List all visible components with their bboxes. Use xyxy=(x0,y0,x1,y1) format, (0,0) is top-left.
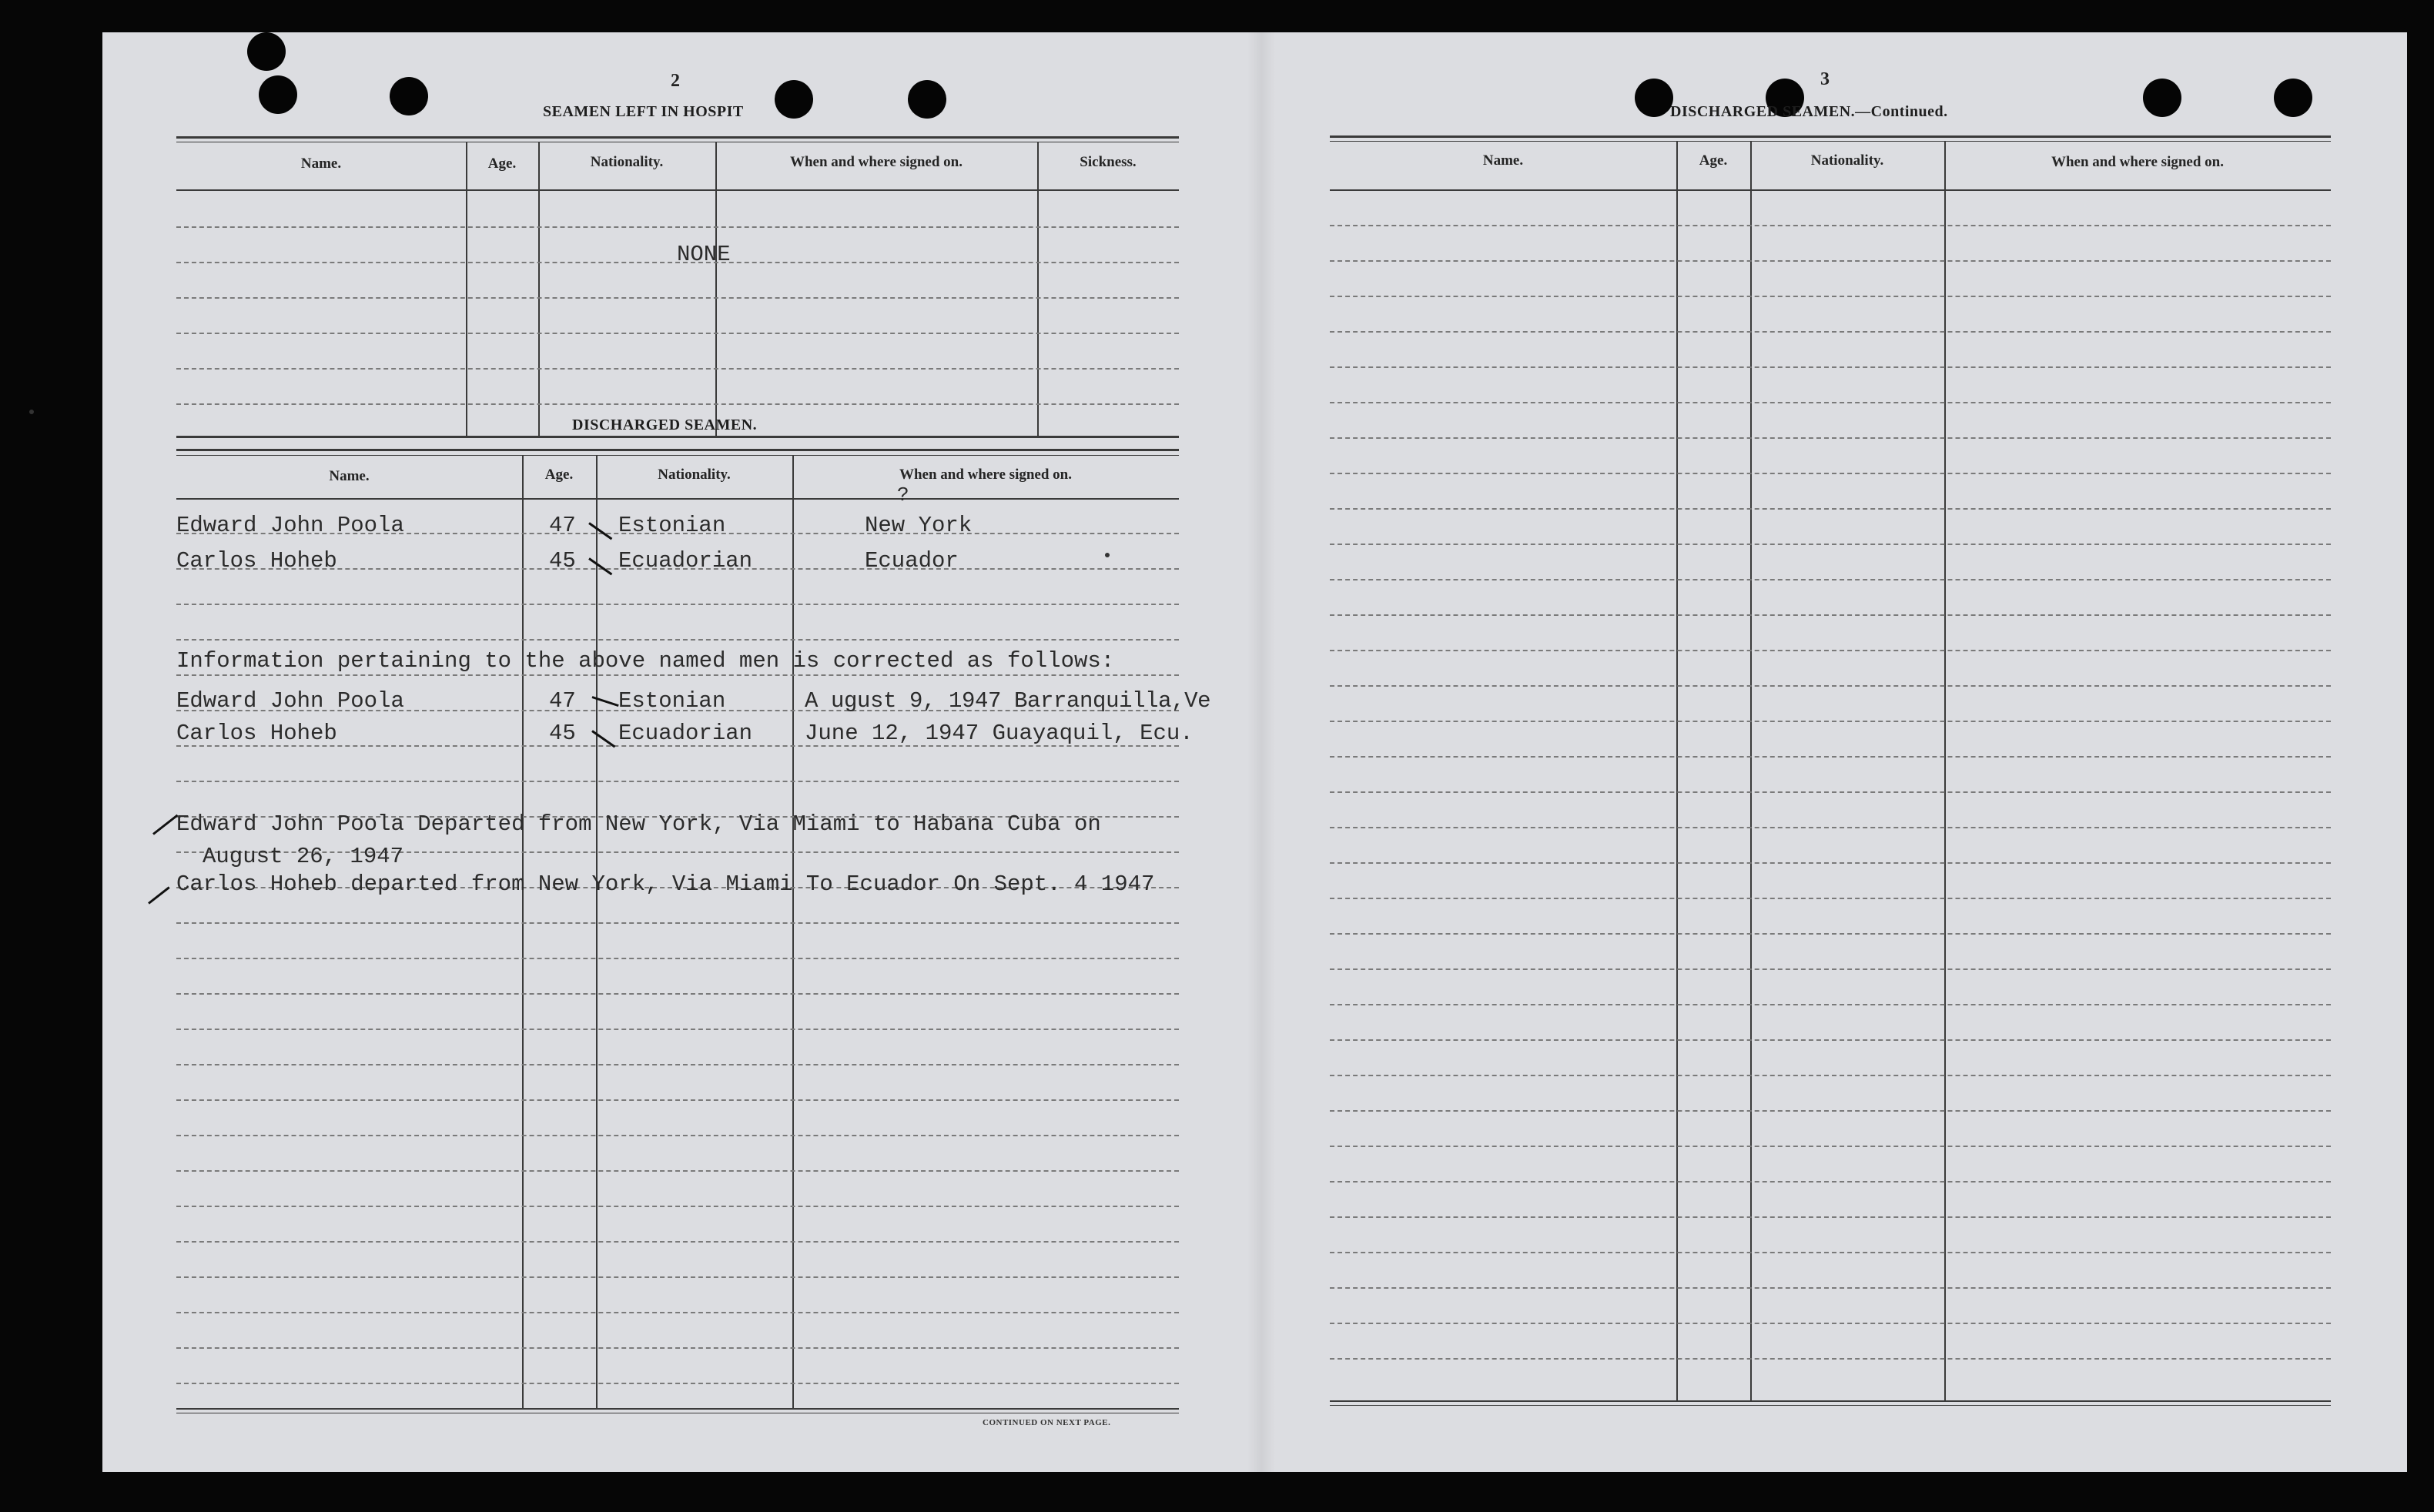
ruled-line xyxy=(1330,1181,2331,1183)
ink-speck xyxy=(1105,553,1110,557)
discharged-continued-title: DISCHARGED SEAMEN.—Continued. xyxy=(1670,103,1948,120)
check-mark xyxy=(588,522,612,540)
seaman-name: Edward John Poola xyxy=(176,513,404,538)
corrected-nationality: Estonian xyxy=(618,688,726,714)
discharged-section-title: DISCHARGED SEAMEN. xyxy=(572,416,758,433)
ruled-line xyxy=(1330,756,2331,758)
ruled-line xyxy=(176,1064,1179,1065)
column-divider xyxy=(596,455,598,1408)
punch-hole xyxy=(259,75,297,114)
ruled-line xyxy=(176,993,1179,995)
ruled-line xyxy=(1330,296,2331,297)
ruled-line xyxy=(1330,1358,2331,1360)
column-divider xyxy=(1037,142,1039,437)
table-top-rule xyxy=(176,455,1179,456)
corrected-age: 47 xyxy=(549,688,576,714)
ruled-line xyxy=(1330,1075,2331,1076)
ruled-line xyxy=(1330,791,2331,793)
ruled-line xyxy=(176,226,1179,228)
column-divider xyxy=(538,142,540,437)
margin-mark xyxy=(148,886,170,904)
ruled-line xyxy=(1330,473,2331,474)
col-header-age: Age. xyxy=(544,467,574,483)
check-mark xyxy=(588,557,612,575)
ruled-line xyxy=(1330,1039,2331,1041)
ruled-line xyxy=(1330,827,2331,828)
ruled-line xyxy=(176,922,1179,924)
column-divider xyxy=(1750,141,1752,1400)
ruled-line xyxy=(1330,225,2331,226)
ruled-line xyxy=(1330,366,2331,368)
ruled-line xyxy=(1330,933,2331,935)
ruled-line xyxy=(1330,721,2331,722)
corrected-signed-on: A ugust 9, 1947 Barranquilla,Ve xyxy=(805,688,1211,714)
col-header-age: Age. xyxy=(1699,152,1728,169)
seaman-signed-on: Ecuador xyxy=(865,548,959,574)
departure-note: Carlos Hoheb departed from New York, Via Miami To Ecuador On Sept. 4 1947 xyxy=(176,871,1155,897)
ruled-line xyxy=(1330,685,2331,687)
document-sheet xyxy=(102,32,2407,1472)
departure-note: Edward John Poola Departed from New York, Via Miami to Habana Cuba on xyxy=(176,811,1101,837)
ruled-line xyxy=(176,1241,1179,1243)
ruled-line xyxy=(176,1312,1179,1313)
ruled-line xyxy=(1330,331,2331,333)
table-top-rule xyxy=(176,449,1179,451)
ruled-line xyxy=(176,1206,1179,1207)
column-divider xyxy=(466,142,467,437)
table-top-rule xyxy=(176,136,1179,139)
hospital-section-title: SEAMEN LEFT IN HOSPIT xyxy=(543,103,744,120)
seaman-name: Carlos Hoheb xyxy=(176,548,337,574)
punch-hole xyxy=(775,80,813,119)
ruled-line xyxy=(176,1029,1179,1030)
ruled-line xyxy=(1330,402,2331,403)
correction-note: Information pertaining to the above named men is corrected as follows: xyxy=(176,648,1115,674)
col-header-nationality: Nationality. xyxy=(590,154,664,170)
seaman-age: 45 xyxy=(549,548,576,574)
ruled-line xyxy=(1330,544,2331,545)
ruled-line xyxy=(1330,614,2331,616)
col-header-signed-on: When and where signed on. xyxy=(789,154,963,170)
departure-note: August 26, 1947 xyxy=(203,844,404,869)
ruled-line xyxy=(176,403,1179,405)
scan-speck xyxy=(29,410,34,414)
ruled-line xyxy=(1330,1110,2331,1112)
punch-hole xyxy=(1635,79,1673,117)
ruled-line xyxy=(176,604,1179,605)
ruled-line xyxy=(176,368,1179,370)
col-header-nationality: Nationality. xyxy=(1810,152,1884,169)
ruled-line xyxy=(1330,1287,2331,1289)
ruled-line xyxy=(176,1276,1179,1278)
ruled-line xyxy=(176,1383,1179,1384)
table-top-rule xyxy=(1330,135,2331,138)
seaman-nationality: Ecuadorian xyxy=(618,548,753,574)
ruled-line xyxy=(1330,1252,2331,1253)
table-bottom-rule xyxy=(1330,1405,2331,1406)
col-header-name: Name. xyxy=(300,156,342,172)
corrected-nationality: Ecuadorian xyxy=(618,721,753,746)
page-fold xyxy=(1247,32,1275,1472)
punch-hole xyxy=(908,80,946,119)
ruled-line xyxy=(176,639,1179,641)
col-header-age: Age. xyxy=(487,156,517,172)
column-divider xyxy=(522,455,524,1408)
punch-hole xyxy=(247,32,286,71)
ruled-line xyxy=(176,781,1179,782)
header-bottom-rule xyxy=(1330,189,2331,191)
ruled-line xyxy=(1330,650,2331,651)
ruled-line xyxy=(1330,1216,2331,1218)
col-header-signed-on: When and where signed on. xyxy=(899,467,1072,483)
seaman-signed-on: New York xyxy=(865,513,973,538)
col-header-nationality: Nationality. xyxy=(658,467,731,483)
column-divider xyxy=(715,142,717,437)
corrected-name: Carlos Hoheb xyxy=(176,721,337,746)
continued-footer: CONTINUED ON NEXT PAGE. xyxy=(983,1418,1111,1427)
punch-hole xyxy=(390,77,428,115)
col-header-name: Name. xyxy=(329,468,370,484)
section-rule xyxy=(176,436,1179,438)
table-bottom-rule xyxy=(176,1408,1179,1410)
col-header-name: Name. xyxy=(1482,152,1524,169)
table-top-rule xyxy=(1330,141,2331,142)
ruled-line xyxy=(1330,508,2331,510)
col-header-sickness: Sickness. xyxy=(1080,154,1137,170)
ruled-line xyxy=(1330,1323,2331,1324)
ruled-line xyxy=(176,1347,1179,1349)
corrected-signed-on: June 12, 1947 Guayaquil, Ecu. xyxy=(805,721,1194,746)
ruled-line xyxy=(1330,862,2331,864)
punch-hole xyxy=(2274,79,2312,117)
ruled-line xyxy=(176,674,1179,676)
ruled-line xyxy=(176,333,1179,334)
ruled-line xyxy=(1330,968,2331,970)
column-divider xyxy=(1676,141,1678,1400)
ruled-line xyxy=(1330,260,2331,262)
ruled-line xyxy=(1330,1004,2331,1005)
ruled-line xyxy=(1330,437,2331,439)
punch-hole xyxy=(2143,79,2181,117)
hospital-entry-none: NONE xyxy=(677,242,731,267)
ruled-line xyxy=(1330,1146,2331,1147)
ruled-line xyxy=(176,1099,1179,1101)
page-number-right: 3 xyxy=(1820,69,1830,89)
col-header-signed-on: When and where signed on. xyxy=(2051,154,2224,170)
question-mark: ? xyxy=(897,483,909,507)
ruled-line xyxy=(1330,579,2331,580)
ruled-line xyxy=(176,958,1179,959)
header-bottom-rule xyxy=(176,498,1179,500)
ruled-line xyxy=(1330,898,2331,899)
ruled-line xyxy=(176,1135,1179,1136)
column-divider xyxy=(1944,141,1946,1400)
corrected-age: 45 xyxy=(549,721,576,746)
ruled-line xyxy=(176,1170,1179,1172)
page-number-left: 2 xyxy=(671,71,680,91)
seaman-age: 47 xyxy=(549,513,576,538)
ruled-line xyxy=(176,297,1179,299)
margin-mark xyxy=(152,815,178,835)
corrected-name: Edward John Poola xyxy=(176,688,404,714)
header-bottom-rule xyxy=(176,189,1179,191)
seaman-nationality: Estonian xyxy=(618,513,726,538)
table-bottom-rule xyxy=(1330,1400,2331,1402)
column-divider xyxy=(792,455,794,1408)
